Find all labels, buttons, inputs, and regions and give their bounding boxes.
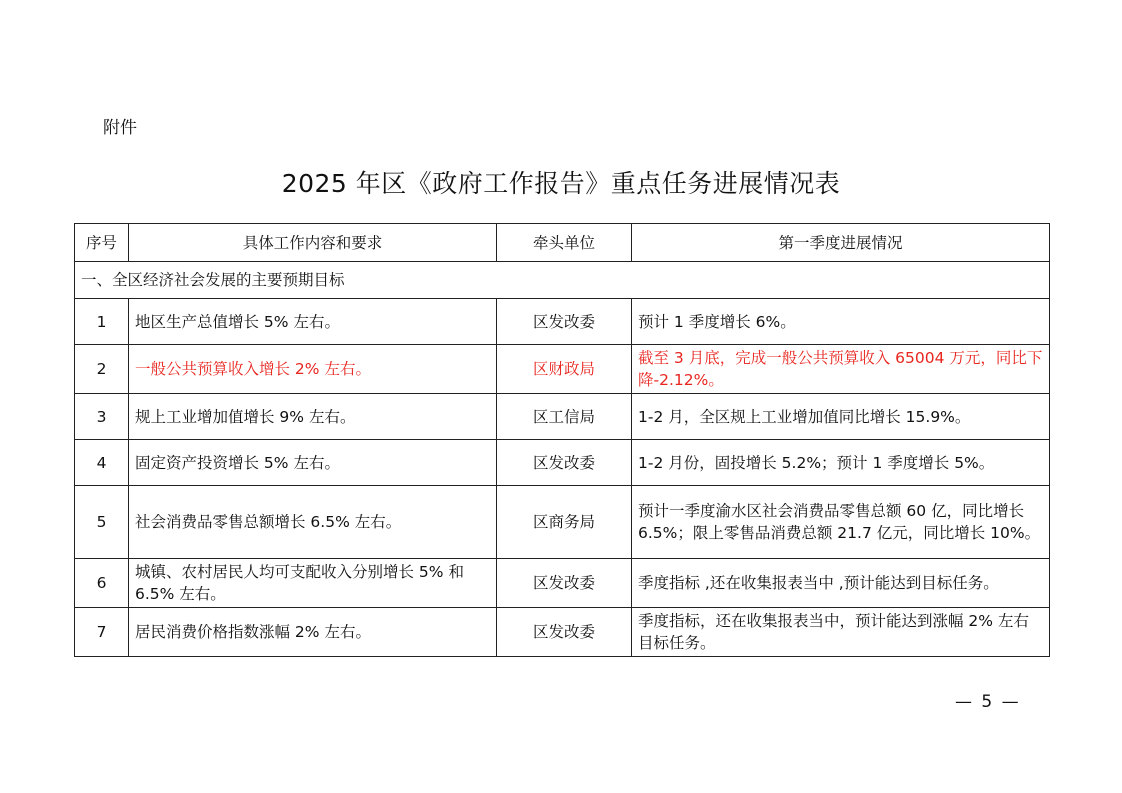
table-row-highlighted [75, 345, 1050, 394]
section-title: 一、全区经济社会发展的主要预期目标 [75, 262, 1050, 299]
section-row [75, 262, 1050, 299]
row-progress: 预计 1 季度增长 6%。 [632, 299, 1050, 345]
row-content: 居民消费价格指数涨幅 2% 左右。 [129, 608, 497, 657]
attachment-label: 附件 [103, 118, 137, 138]
page-number: — 5 — [955, 692, 1021, 712]
row-progress: 预计一季度渝水区社会消费品零售总额 60 亿，同比增长 6.5%；限上零售品消费总额 21.7 亿元，同比增长 10%。 [632, 486, 1050, 559]
row-progress: 季度指标，还在收集报表当中，预计能达到涨幅 2% 左右目标任务。 [632, 608, 1050, 657]
document-title: 2025 年区《政府工作报告》重点任务进展情况表 [281, 169, 841, 198]
table-row [75, 394, 1050, 440]
row-content: 社会消费品零售总额增长 6.5% 左右。 [129, 486, 497, 559]
row-unit: 区商务局 [497, 486, 632, 559]
row-seq: 3 [75, 394, 129, 440]
row-seq: 2 [75, 345, 129, 394]
row-seq: 5 [75, 486, 129, 559]
table-row [75, 486, 1050, 559]
header-seq: 序号 [75, 224, 129, 262]
header-progress: 第一季度进展情况 [632, 224, 1050, 262]
row-seq: 1 [75, 299, 129, 345]
row-content: 地区生产总值增长 5% 左右。 [129, 299, 497, 345]
row-content: 规上工业增加值增长 9% 左右。 [129, 394, 497, 440]
row-unit: 区财政局 [497, 345, 632, 394]
row-progress: 1-2 月份，固投增长 5.2%；预计 1 季度增长 5%。 [632, 440, 1050, 486]
row-unit: 区工信局 [497, 394, 632, 440]
row-unit: 区发改委 [497, 559, 632, 608]
row-content: 城镇、农村居民人均可支配收入分别增长 5% 和 6.5% 左右。 [129, 559, 497, 608]
row-progress: 截至 3 月底，完成一般公共预算收入 65004 万元，同比下降-2.12%。 [632, 345, 1050, 394]
table-row [75, 299, 1050, 345]
row-unit: 区发改委 [497, 440, 632, 486]
row-unit: 区发改委 [497, 608, 632, 657]
row-progress: 1-2 月，全区规上工业增加值同比增长 15.9%。 [632, 394, 1050, 440]
row-content: 一般公共预算收入增长 2% 左右。 [129, 345, 497, 394]
table-row [75, 608, 1050, 657]
row-progress: 季度指标 ,还在收集报表当中 ,预计能达到目标任务。 [632, 559, 1050, 608]
task-progress-table [74, 223, 1050, 657]
row-content: 固定资产投资增长 5% 左右。 [129, 440, 497, 486]
header-unit: 牵头单位 [497, 224, 632, 262]
row-seq: 7 [75, 608, 129, 657]
table-row [75, 440, 1050, 486]
row-seq: 4 [75, 440, 129, 486]
row-unit: 区发改委 [497, 299, 632, 345]
table-header-row [75, 224, 1050, 262]
header-content: 具体工作内容和要求 [129, 224, 497, 262]
row-seq: 6 [75, 559, 129, 608]
table-row [75, 559, 1050, 608]
